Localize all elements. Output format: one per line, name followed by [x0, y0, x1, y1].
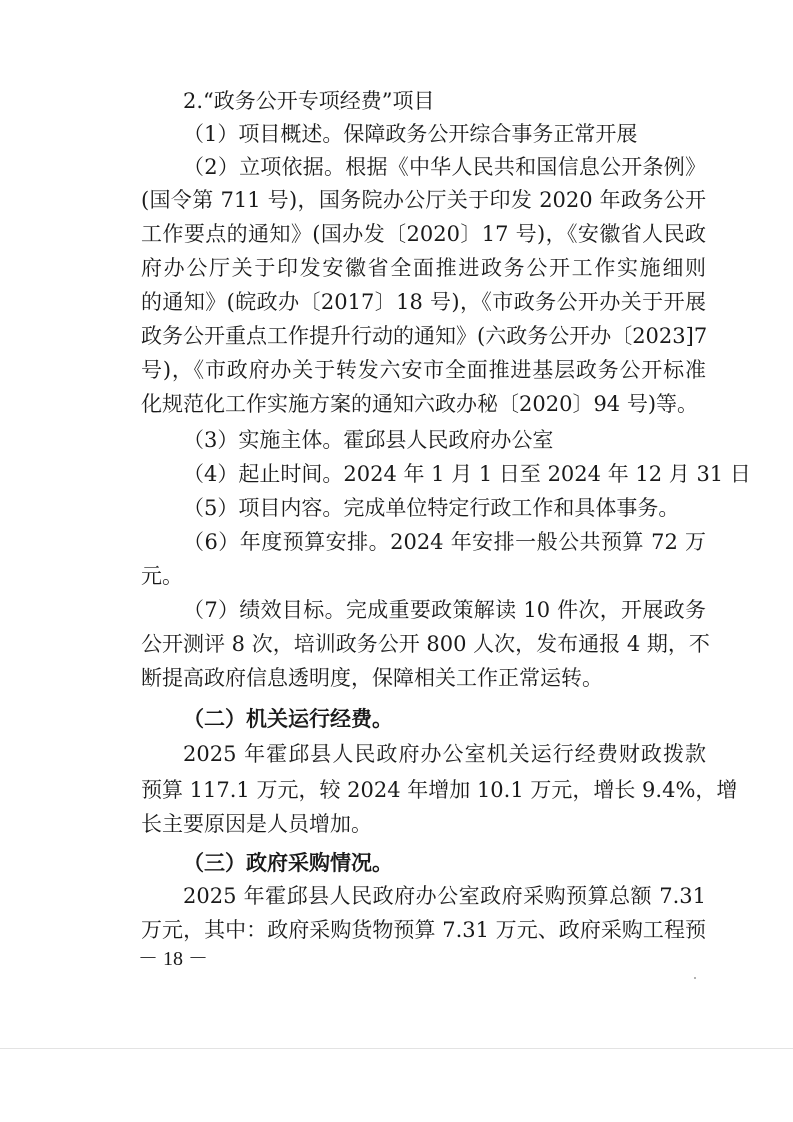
scan-speck	[694, 977, 696, 979]
footer-divider	[0, 1048, 793, 1049]
procurement-text: 2025 年霍邱县人民政府办公室政府采购预算总额 7.31	[183, 884, 706, 908]
section-heading-procurement: （三）政府采购情况。	[183, 850, 393, 875]
paragraph-line: 万元，其中：政府采购货物预算 7.31 万元、政府采购工程预	[141, 918, 706, 942]
project-content: （5）项目内容。完成单位特定行政工作和具体事务。	[183, 496, 680, 520]
paragraph-line: (国令第 711 号)，国务院办公厅关于印发 2020 年政务公开	[141, 188, 706, 212]
paragraph-line: 工作要点的通知》(国办发〔2020〕17 号)，《安徽省人民政	[141, 222, 706, 246]
paragraph-line: 预算 117.1 万元，较 2024 年增加 10.1 万元，增长 9.4%，增	[141, 778, 738, 802]
paragraph-line: 公开测评 8 次，培训政务公开 800 人次，发布通报 4 期，不	[141, 632, 710, 656]
paragraph-line: 号)，《市政府办关于转发六安市全面推进基层政务公开标准	[141, 358, 706, 382]
annual-budget: （6）年度预算安排。2024 年安排一般公共预算 72 万	[183, 530, 706, 554]
project-period: （4）起止时间。2024 年 1 月 1 日至 2024 年 12 月 31 日	[183, 462, 751, 486]
paragraph-line: 府办公厅关于印发安徽省全面推进政务公开工作实施细则	[141, 256, 706, 280]
page-number: － 18 －	[138, 948, 208, 970]
paragraph-line: 化规范化工作实施方案的通知六政办秘〔2020〕94 号)等。	[141, 392, 699, 416]
project-basis: （2）立项依据。根据《中华人民共和国信息公开条例》	[183, 155, 706, 179]
paragraph-line: 元。	[141, 564, 183, 588]
paragraph-line: 断提高政府信息透明度，保障相关工作正常运转。	[141, 666, 603, 690]
performance-targets: （7）绩效目标。完成重要政策解读 10 件次，开展政务	[183, 598, 706, 622]
implementing-body: （3）实施主体。霍邱县人民政府办公室	[183, 428, 554, 452]
section-heading-operating-expenses: （二）机关运行经费。	[183, 706, 393, 731]
paragraph-line: 政务公开重点工作提升行动的通知》(六政务公开办〔2023]7	[141, 324, 708, 348]
paragraph-line: 长主要原因是人员增加。	[141, 812, 372, 836]
section-heading-project-2: 2.“政务公开专项经费”项目	[183, 89, 435, 113]
project-overview: （1）项目概述。保障政务公开综合事务正常开展	[183, 122, 638, 146]
paragraph-line: 的通知》(皖政办〔2017〕18 号)，《市政务公开办关于开展	[141, 290, 706, 314]
operating-expenses-text: 2025 年霍邱县人民政府办公室机关运行经费财政拨款	[183, 742, 706, 766]
